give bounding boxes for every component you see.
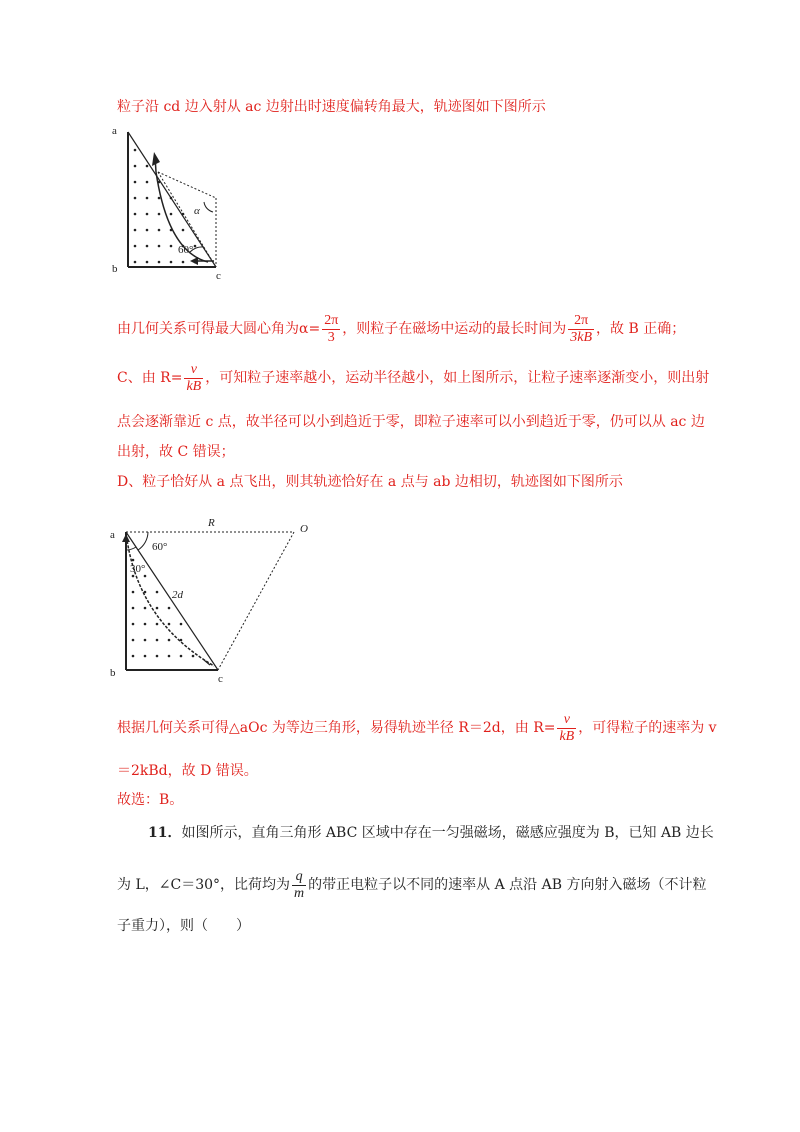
label-60-degrees: 60° — [178, 244, 194, 256]
label-a: a — [112, 125, 117, 137]
text-line-9: 故选：B。 — [117, 792, 184, 808]
fraction-2pi-over-3: $\frac{2\pi}{3}$ — [324, 312, 339, 345]
fraction-v-over-kb: $\frac{v}{kB}$ — [559, 711, 575, 744]
label-c: c — [218, 673, 223, 685]
fraction-2pi-over-3kb: $\frac{2\pi}{3kB}$ — [570, 312, 593, 345]
text-line-6: D、粒子恰好从 a 点飞出，则其轨迹恰好在 a 点与 ab 边相切，轨迹图如下图所示 — [117, 474, 623, 490]
label-b: b — [110, 667, 116, 679]
fraction-v-over-kb: $\frac{v}{kB}$ — [186, 361, 202, 394]
text-line-1: 粒子沿 cd 边入射从 ac 边射出时速度偏转角最大，轨迹图如下图所示 — [117, 99, 546, 115]
question-11-line-3: 子重力），则（ ） — [117, 918, 250, 934]
label-alpha: α — [194, 205, 200, 217]
label-60-degrees: 60° — [152, 541, 168, 553]
trajectory-figure-1 — [108, 122, 238, 282]
text-line-4: 点会逐渐靠近 c 点，故半径可以小到趋近于零，即粒子速率可以小到趋近于零，仍可以从 ac 边 — [117, 414, 705, 430]
question-11-line-2: 为 L，∠C＝30°，比荷均为 $\frac{q}{m}$ 的带正电粒子以不同的速率从 A 点沿 AB 方向射入磁场（不计粒 — [117, 868, 707, 901]
fraction-q-over-m: $\frac{q}{m}$ — [294, 868, 305, 901]
label-R: R — [208, 517, 215, 529]
question-number: 11． — [148, 825, 182, 841]
question-11-line-1: 11．如图所示，直角三角形 ABC 区域中存在一匀强磁场，磁感应强度为 B，已知 AB 边长 — [148, 825, 714, 841]
text-line-8: ＝2kBd，故 D 错误。 — [117, 763, 258, 779]
label-30-degrees: 30° — [130, 563, 146, 575]
text-line-2: 由几何关系可得最大圆心角为α= $\frac{2\pi}{3}$ ，则粒子在磁场中运动的最长时间为 $\frac{2\pi}{3kB}$ ，故 B 正确； — [117, 312, 686, 345]
label-c: c — [216, 270, 221, 282]
text-line-3: C、由 R= $\frac{v}{kB}$ ，可知粒子速率越小，运动半径越小，如上图所示，让粒子速率逐渐变小，则出射 — [117, 361, 710, 394]
text-line-5: 出射，故 C 错误； — [117, 444, 235, 460]
trajectory-figure-2 — [108, 510, 328, 685]
label-O: O — [300, 523, 308, 535]
label-b: b — [112, 263, 118, 275]
label-a: a — [110, 529, 115, 541]
text-line-7: 根据几何关系可得△aOc 为等边三角形，易得轨迹半径 R＝2d，由 R= $\frac{v}{kB}$ ，可得粒子的速率为 v — [117, 711, 717, 744]
label-2d: 2d — [172, 589, 183, 601]
